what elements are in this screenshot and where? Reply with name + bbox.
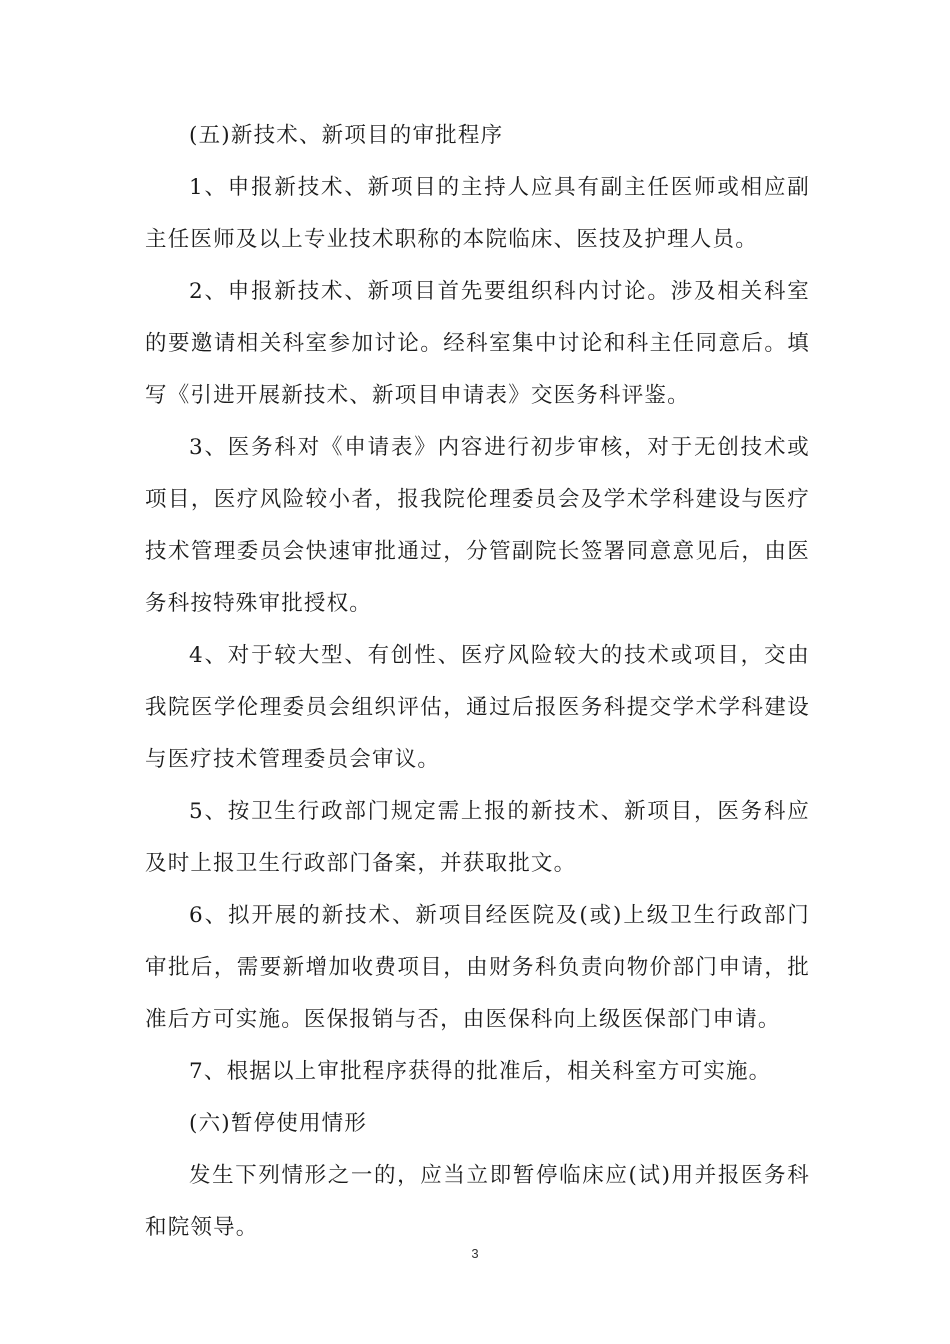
page-number: 3 — [471, 1246, 479, 1261]
paragraph-item-6: 6、拟开展的新技术、新项目经医院及(或)上级卫生行政部门审批后，需要新增加收费项目，由财务科负责向物价部门申请，批准后方可实施。医保报销与否，由医保科向上级医保部门申请。 — [145, 903, 810, 1032]
section-heading-suspension: (六)暂停使用情形 — [189, 1111, 368, 1136]
paragraph-item-5: 5、按卫生行政部门规定需上报的新技术、新项目，医务科应及时上报卫生行政部门备案，并获取批文。 — [145, 799, 810, 876]
paragraph-item-7: 7、根据以上审批程序获得的批准后，相关科室方可实施。 — [189, 1059, 772, 1084]
paragraph-item-1: 1、申报新技术、新项目的主持人应具有副主任医师或相应副主任医师及以上专业技术职称的本院临床、医技及护理人员。 — [145, 175, 810, 252]
paragraph-suspension-intro: 发生下列情形之一的，应当立即暂停临床应(试)用并报医务科和院领导。 — [145, 1163, 810, 1240]
paragraph-item-3: 3、医务科对《申请表》内容进行初步审核，对于无创技术或项目，医疗风险较小者，报我院伦理委员会及学术学科建设与医疗技术管理委员会快速审批通过，分管副院长签署同意意见后，由医务科按特殊审批授权。 — [145, 435, 810, 616]
paragraph-item-4: 4、对于较大型、有创性、医疗风险较大的技术或项目，交由我院医学伦理委员会组织评估，通过后报医务科提交学术学科建设与医疗技术管理委员会审议。 — [145, 643, 810, 772]
paragraph-item-2: 2、申报新技术、新项目首先要组织科内讨论。涉及相关科室的要邀请相关科室参加讨论。经科室集中讨论和科主任同意后。填写《引进开展新技术、新项目申请表》交医务科评鉴。 — [145, 279, 810, 408]
section-heading-approval-procedure: (五)新技术、新项目的审批程序 — [189, 123, 504, 148]
